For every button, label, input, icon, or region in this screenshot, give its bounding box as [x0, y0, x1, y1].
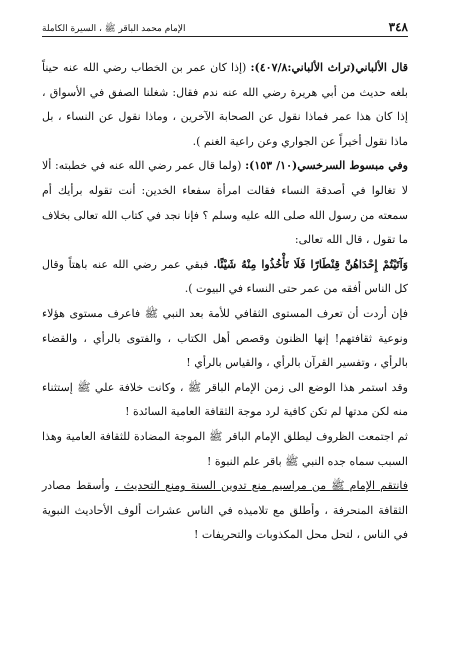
paragraph-conclusion [42, 474, 408, 548]
paragraph-cultural-level [42, 302, 408, 376]
header-divider [42, 36, 408, 37]
paragraph-circumstances [42, 425, 408, 474]
body-text [42, 56, 408, 548]
paragraph-albani [42, 56, 408, 154]
paragraph-text: (إذا كان عمر بن الخطاب رضي الله عنه حيناً بلغه حديث من أبي هريرة رضي الله عنه ندم فقال: شغلنا الصفق في الأسواق ، إذا كان هذا عمر فماذا نقول عن الصحابة الآخرين ، وماذا نقول عن النساء ، بل ماذا نقول أخيراً عن الجواري وعن راعية الغنم ). [42, 61, 408, 148]
paragraph-tail: فبقي عمر رضي الله عنه باهتاً وقال كل الناس أفقه من عمر حتى النساء في البيوت ). [42, 257, 408, 296]
underlined-phrase: فانتقم الإمام ﷺ من مراسيم منع تدوين السنة ومنع التحديث ، [114, 479, 408, 493]
quran-verse: وَآتَيْتُمْ إِحْدَاهُنَّ قِنْطَارًا فَلَا تَأْخُذُوا مِنْهُ شَيْئًا. [213, 257, 408, 271]
citation-albani: قال الألباني(تراث الألباني:٤٠٧/٨): [250, 61, 408, 74]
paragraph-text: وقد استمر هذا الوضع الى زمن الإمام الباقر ﷺ ، وكانت خلافة علي ﷺ إستثناء منه لكن مدتها لم تكن كافية لرد موجة الثقافة العامية السائدة ! [42, 380, 408, 419]
paragraph-text: فإن أردت أن تعرف المستوى الثقافي للأمة بعد النبي ﷺ فاعرف مستوى هؤلاء ونوعية ثقافتهم! إنها الظنون وقصص أهل الكتاب ، والفتوى بالرأي ، والقضاء بالرأي ، وتفسير القرآن بالرأي ، والقياس بالرأي ! [42, 306, 408, 370]
running-title: الإمام محمد الباقر ﷺ ، السيرة الكاملة [42, 24, 186, 34]
paragraph-text: ثم اجتمعت الظروف ليطلق الإمام الباقر ﷺ الموجة المضادة للثقافة العامية وهذا السبب سماه جده النبي ﷺ باقر علم النبوة ! [42, 429, 408, 468]
page-header [42, 20, 408, 36]
paragraph-continuation [42, 376, 408, 425]
paragraph-sarakhsi [42, 154, 408, 302]
citation-sarakhsi: وفي مبسوط السرخسي(١٠/ ١٥٣): [245, 159, 408, 173]
paragraph-text: (ولما قال عمر رضي الله عنه في خطبته: ألا لا تغالوا في أصدقة النساء فقالت امرأة سفعاء الخدين: أنت تقوله برأيك أم سمعته من رسول الله صلى الله عليه وسلم ؟ فإنا نجد في كتاب الله تعالى بخلاف ما تقول ، قال الله تعالى: [42, 159, 408, 247]
page-number: ٣٤٨ [388, 20, 408, 34]
paragraph-text: وأسقط مصادر الثقافة المنحرفة ، وأطلق مع تلاميذه في الناس عشرات ألوف الأحاديث النبوية في الناس ، لتحل محل المكذوبات والتحريفات ! [42, 479, 408, 542]
